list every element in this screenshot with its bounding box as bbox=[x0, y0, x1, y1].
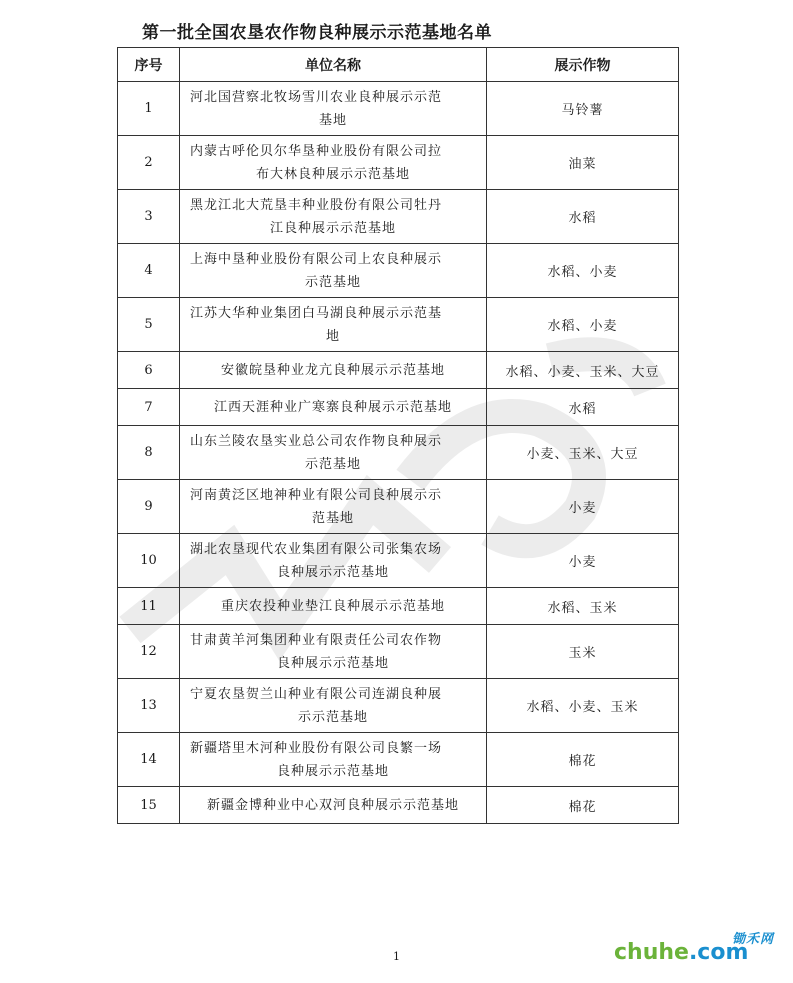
row-unit-name bbox=[180, 136, 487, 190]
row-crop: 马铃薯 bbox=[487, 82, 679, 136]
table-row bbox=[118, 190, 679, 244]
unit-name-line: 山东兰陵农垦实业总公司农作物良种展示 bbox=[190, 433, 443, 449]
row-number: 4 bbox=[118, 244, 180, 298]
unit-name-line: 江良种展示示范基地 bbox=[269, 220, 396, 236]
unit-name-line: 新疆金博种业中心双河良种展示示范基地 bbox=[206, 797, 459, 813]
row-unit-name bbox=[180, 480, 487, 534]
row-number: 9 bbox=[118, 480, 180, 534]
row-unit-name bbox=[180, 389, 487, 426]
unit-name-line: 湖北农垦现代农业集团有限公司张集农场 bbox=[190, 541, 443, 557]
table-row bbox=[118, 82, 679, 136]
row-unit-name bbox=[180, 733, 487, 787]
row-crop: 水稻 bbox=[487, 389, 679, 426]
unit-name-line: 良种展示示范基地 bbox=[276, 564, 389, 580]
table-row bbox=[118, 534, 679, 588]
row-unit-name bbox=[180, 588, 487, 625]
table-row bbox=[118, 244, 679, 298]
chuhe-logo[interactable] bbox=[614, 928, 774, 968]
unit-name-line: 甘肃黄羊河集团种业有限责任公司农作物 bbox=[190, 632, 443, 648]
table-row bbox=[118, 426, 679, 480]
unit-name-line: 江西天涯种业广寒寨良种展示示范基地 bbox=[213, 399, 452, 415]
unit-name-line: 河南黄泛区地神种业有限公司良种展示示 bbox=[190, 487, 443, 503]
row-unit-name bbox=[180, 787, 487, 824]
row-number: 3 bbox=[118, 190, 180, 244]
row-number: 2 bbox=[118, 136, 180, 190]
row-unit-name bbox=[180, 625, 487, 679]
row-crop: 水稻、小麦 bbox=[487, 244, 679, 298]
row-unit-name bbox=[180, 82, 487, 136]
unit-name-line: 新疆塔里木河种业股份有限公司良繁一场 bbox=[190, 740, 443, 756]
table-row bbox=[118, 733, 679, 787]
row-crop: 棉花 bbox=[487, 787, 679, 824]
row-crop: 水稻、玉米 bbox=[487, 588, 679, 625]
unit-name-line: 基地 bbox=[318, 112, 347, 128]
unit-name-line: 上海中垦种业股份有限公司上农良种展示 bbox=[190, 251, 443, 267]
unit-name-line: 地 bbox=[325, 328, 340, 344]
header-unit-name: 单位名称 bbox=[180, 48, 487, 82]
document-title: 第一批全国农垦农作物良种展示示范基地名单 bbox=[142, 23, 492, 43]
row-unit-name bbox=[180, 298, 487, 352]
unit-name-line: 示范基地 bbox=[304, 456, 361, 472]
unit-name-line: 江苏大华种业集团白马湖良种展示示范基 bbox=[190, 305, 443, 321]
unit-name-line: 宁夏农垦贺兰山种业有限公司连湖良种展 bbox=[190, 686, 443, 702]
row-unit-name bbox=[180, 534, 487, 588]
header-crop: 展示作物 bbox=[487, 48, 679, 82]
row-number: 15 bbox=[118, 787, 180, 824]
row-number: 13 bbox=[118, 679, 180, 733]
unit-name-line: 范基地 bbox=[311, 510, 354, 526]
row-number: 5 bbox=[118, 298, 180, 352]
table-row bbox=[118, 352, 679, 389]
table-row bbox=[118, 625, 679, 679]
row-crop: 油菜 bbox=[487, 136, 679, 190]
row-crop: 小麦 bbox=[487, 534, 679, 588]
header-number: 序号 bbox=[118, 48, 180, 82]
row-number: 6 bbox=[118, 352, 180, 389]
row-number: 11 bbox=[118, 588, 180, 625]
row-number: 12 bbox=[118, 625, 180, 679]
table-row bbox=[118, 588, 679, 625]
unit-name-line: 布大林良种展示示范基地 bbox=[255, 166, 410, 182]
row-number: 1 bbox=[118, 82, 180, 136]
row-crop: 水稻、小麦、玉米 bbox=[487, 679, 679, 733]
unit-name-line: 河北国营察北牧场雪川农业良种展示示范 bbox=[190, 89, 443, 105]
row-crop: 水稻、小麦 bbox=[487, 298, 679, 352]
unit-name-line: 重庆农投种业垫江良种展示示范基地 bbox=[220, 598, 445, 614]
table-row bbox=[118, 787, 679, 824]
unit-name-line: 内蒙古呼伦贝尔华垦种业股份有限公司拉 bbox=[190, 143, 443, 159]
row-unit-name bbox=[180, 352, 487, 389]
row-crop: 小麦、玉米、大豆 bbox=[487, 426, 679, 480]
row-crop: 小麦 bbox=[487, 480, 679, 534]
page-number: 1 bbox=[393, 950, 400, 963]
table-row bbox=[118, 136, 679, 190]
row-number: 7 bbox=[118, 389, 180, 426]
logo-chinese-text: 锄禾网 bbox=[731, 932, 774, 947]
logo-english-text: chuhe.com bbox=[614, 940, 749, 965]
unit-name-line: 安徽皖垦种业龙亢良种展示示范基地 bbox=[220, 362, 445, 378]
row-crop: 水稻、小麦、玉米、大豆 bbox=[487, 352, 679, 389]
row-number: 8 bbox=[118, 426, 180, 480]
unit-name-line: 示示范基地 bbox=[297, 709, 368, 725]
row-unit-name bbox=[180, 426, 487, 480]
row-unit-name bbox=[180, 244, 487, 298]
table-row bbox=[118, 298, 679, 352]
table-row bbox=[118, 480, 679, 534]
row-crop: 棉花 bbox=[487, 733, 679, 787]
table-row bbox=[118, 679, 679, 733]
row-unit-name bbox=[180, 679, 487, 733]
row-unit-name bbox=[180, 190, 487, 244]
unit-name-line: 示范基地 bbox=[304, 274, 361, 290]
unit-name-line: 良种展示示范基地 bbox=[276, 655, 389, 671]
unit-name-line: 黑龙江北大荒垦丰种业股份有限公司牡丹 bbox=[190, 197, 443, 213]
row-number: 14 bbox=[118, 733, 180, 787]
unit-name-line: 良种展示示范基地 bbox=[276, 763, 389, 779]
row-number: 10 bbox=[118, 534, 180, 588]
base-list-table bbox=[117, 47, 679, 824]
row-crop: 水稻 bbox=[487, 190, 679, 244]
table-row bbox=[118, 389, 679, 426]
row-crop: 玉米 bbox=[487, 625, 679, 679]
